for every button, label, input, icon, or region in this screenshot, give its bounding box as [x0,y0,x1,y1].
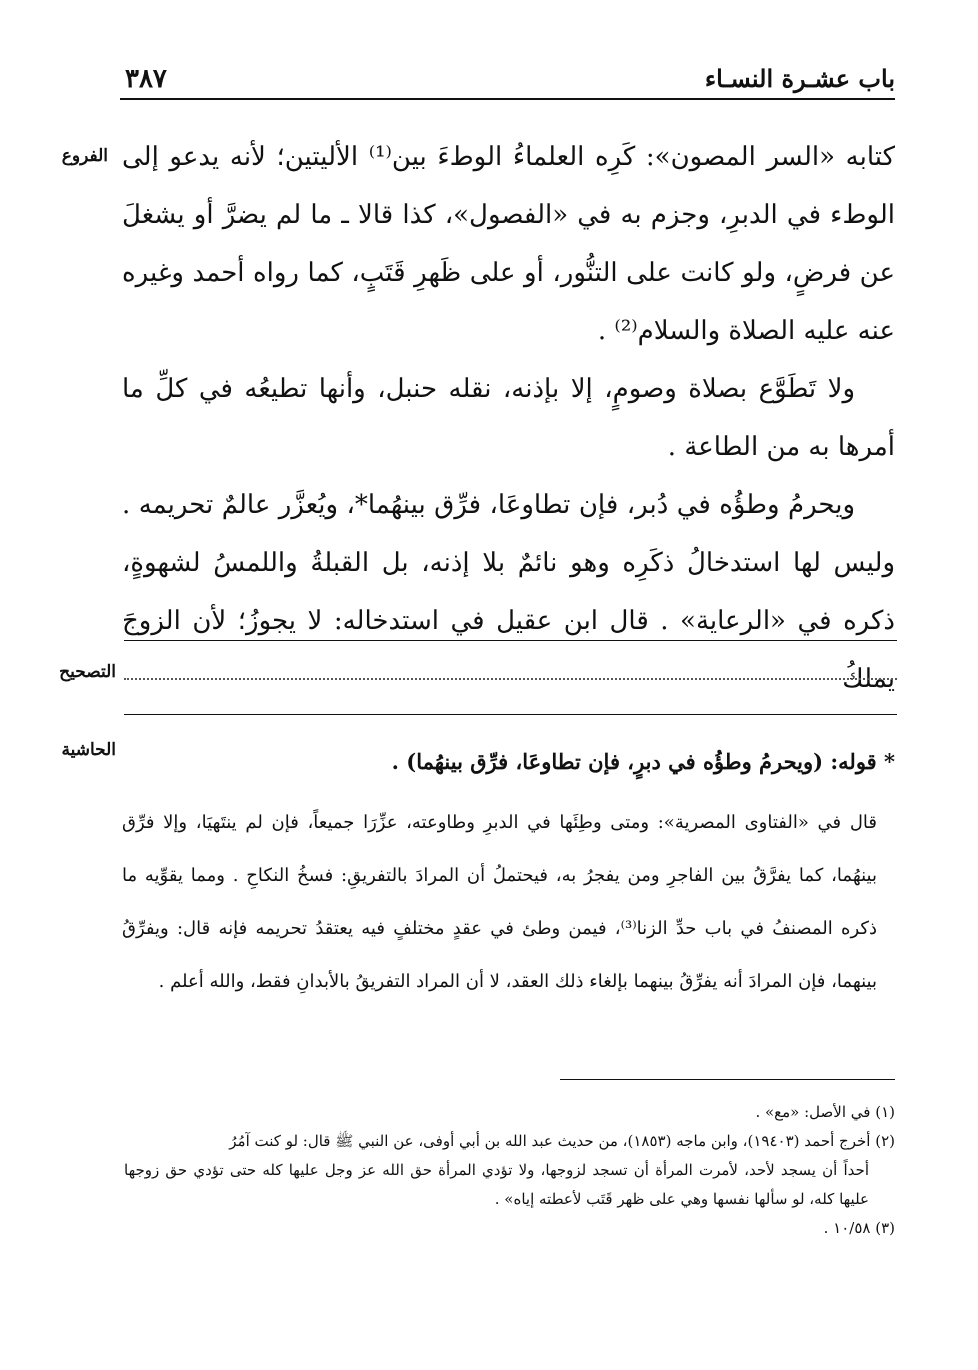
main-paragraph-2: ولا تَطَوَّع بصلاة وصومٍ، إلا بإذنه، نقله حنبل، وأنها تطيعُه في كلِّ ما أمرها به من الطاعة . [122,374,895,462]
footnote-1: (١) في الأصل: «مع» . [755,1103,895,1121]
side-label-tashih: التصحيح [59,662,116,682]
page-number: ٣٨٧ [125,64,167,94]
footnote-2-continuation: أحداً أن يسجد لأحد، لأمرت المرأة أن تسجد لزوجها، ولا تؤدي المرأة حق الله عز وجل عليها كله حتى تؤدي حق زوجها عليها كله، لو سألها نفسها وهي على ظهر قَتَب لأعطته إياه» . [124,1161,869,1208]
side-label-hashiya: الحاشية [61,740,116,760]
footnote-3: (٣) ١٠/٥٨ . [823,1219,895,1237]
commentary-heading: * قوله: (ويحرمُ وطؤُه في دبرٍ، فإن تطاوعَا، فرِّق بينهُما) . [391,749,895,774]
tashih-dotted-line [124,678,897,680]
footnote-rule [560,1079,895,1080]
main-text [122,128,895,708]
section-rule-top [124,640,897,641]
footnote-2-first-line: (٢) أخرج أحمد (١٩٤٠٣)، وابن ماجه (١٨٥٣)، من حديث عبد الله بن أبي أوفى، عن النبي ﷺ قال: لو كنت آمُرُ [229,1132,895,1150]
footnotes [124,1098,895,1243]
commentary [122,742,895,1008]
commentary-body: قال في «الفتاوى المصرية»: ومتى وطِئَها في الدبرِ وطاوعته، عزِّرَا جميعاً، فإن لم ينتَهيَا، وإلا فرِّق بينهُما، كما يفرَّقُ بين الفاجرِ ومن يفجرُ به، فيحتملُ أن المرادَ بالتفريقِ: فسخُ النكاحِ . ومما يقوِّيه ما ذكره المصنفُ في باب حدِّ الزنا⁽³⁾، فيمن وطئ في عقدٍ مختلفٍ فيه يعتقدُ تحريمه فإنه قال: ويفرِّقُ بينهما، فإن المرادَ أنه يفرِّقُ بينهما بإلغاء ذلك العقد، لا أن المراد التفريقُ بالأبدانِ فقط، والله أعلم . [122,812,877,992]
footnote-2 [124,1127,895,1214]
running-header [120,62,895,100]
main-paragraph-1: كتابه «السر المصون»: كَرِه العلماءُ الوطءَ بين⁽¹⁾ الأليتين؛ لأنه يدعو إلى الوطء في الدبرِ، وجزم به في «الفصول»، كذا قالا ـ ما لم يضرَّ أو يشغلَ عن فرضٍ، ولو كانت على التنُّور، أو على ظَهرِ قَتَبٍ، كما رواه أحمد وغيره عنه عليه الصلاة والسلام⁽²⁾ . [122,142,895,346]
section-rule-bottom [124,714,897,715]
side-label-furu: الفروع [61,146,108,166]
chapter-title: باب عشـرة النسـاء [704,64,895,93]
main-paragraph-3: ويحرمُ وطؤُه في دُبر، فإن تطاوعَا، فرِّق بينهُما*، ويُعزَّر عالمٌ تحريمه . وليس لها استدخالُ ذكَرِه وهو نائمٌ بلا إذنه، بل القبلةُ واللمسُ لشهوةٍ، ذكره في «الرعاية» . قال ابن عقيل في استدخاله: لا يجوزُ؛ لأن الزوجَ يملكُ [122,490,895,694]
